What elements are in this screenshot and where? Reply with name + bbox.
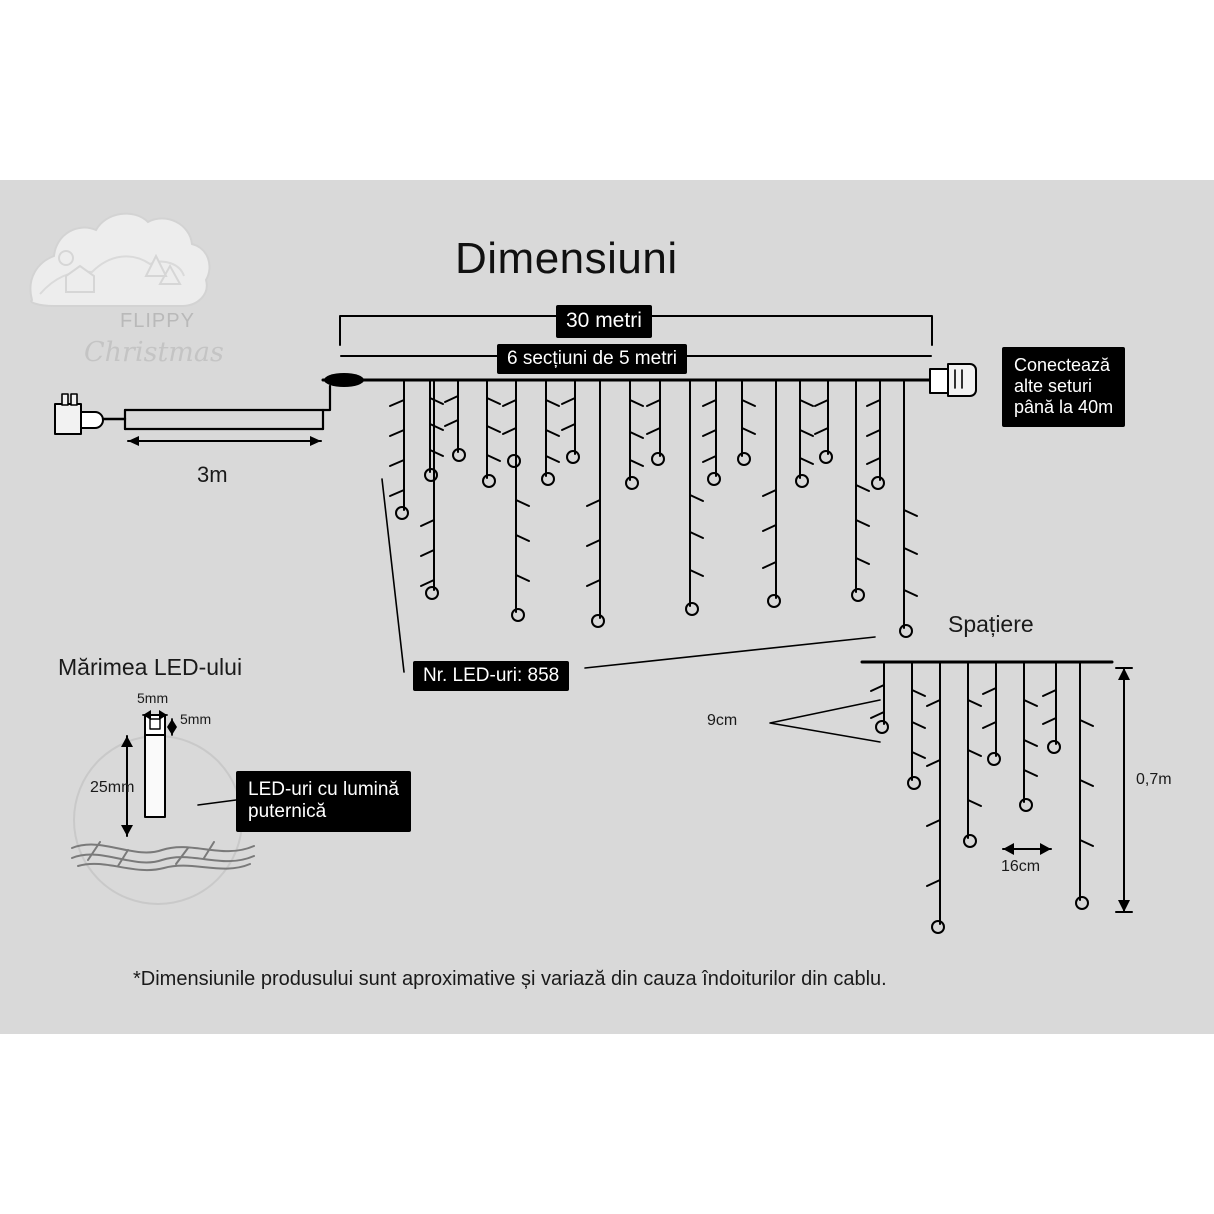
cable-connector-icon [930, 364, 976, 396]
label-horizontal-spacing: 16cm [1001, 858, 1041, 875]
badge-bright-leds [236, 771, 411, 832]
badge-bright-leds-line1: LED-uri cu lumină [248, 779, 399, 800]
dimension-arrow-height [1116, 668, 1132, 912]
badge-connect-line3: până la 40m [1014, 397, 1114, 418]
badge-total-length: 30 metri [556, 305, 652, 338]
label-drop-height: 0,7m [1136, 771, 1172, 788]
label-led-total-height: 25mm [90, 779, 135, 796]
badge-led-count: Nr. LED-uri: 858 [413, 661, 569, 691]
heading-spacing: Spațiere [948, 611, 1034, 637]
label-drop-spacing: 9cm [707, 712, 738, 729]
page-title: Dimensiuni [455, 234, 678, 283]
label-led-height: 5mm [180, 711, 212, 727]
label-led-width: 5mm [137, 690, 169, 706]
dimension-arrow-5mm-height [167, 719, 177, 735]
footnote: *Dimensiunile produsului sunt aproximative și variază din cauza îndoiturilor din cablu. [133, 968, 887, 990]
snow-village-logo-icon [30, 214, 209, 306]
badge-connect [1002, 347, 1125, 427]
label-lead-cable-length: 3m [197, 462, 228, 487]
led-bulb-icon [145, 715, 165, 817]
badge-connect-line2: alte seturi [1014, 376, 1093, 397]
heading-led-size: Mărimea LED-ului [58, 654, 243, 680]
dimension-arrow-16cm [1003, 843, 1051, 855]
brand-name-line1: FLIPPY [120, 310, 195, 332]
badge-bright-leds-line2: puternică [248, 801, 327, 823]
badge-connect-line1: Conectează [1014, 355, 1111, 375]
power-plug-icon [55, 394, 125, 434]
badge-sections: 6 secțiuni de 5 metri [497, 344, 687, 374]
dimension-arrow-3m [128, 436, 321, 446]
brand-name-line2: Christmas [84, 337, 224, 368]
